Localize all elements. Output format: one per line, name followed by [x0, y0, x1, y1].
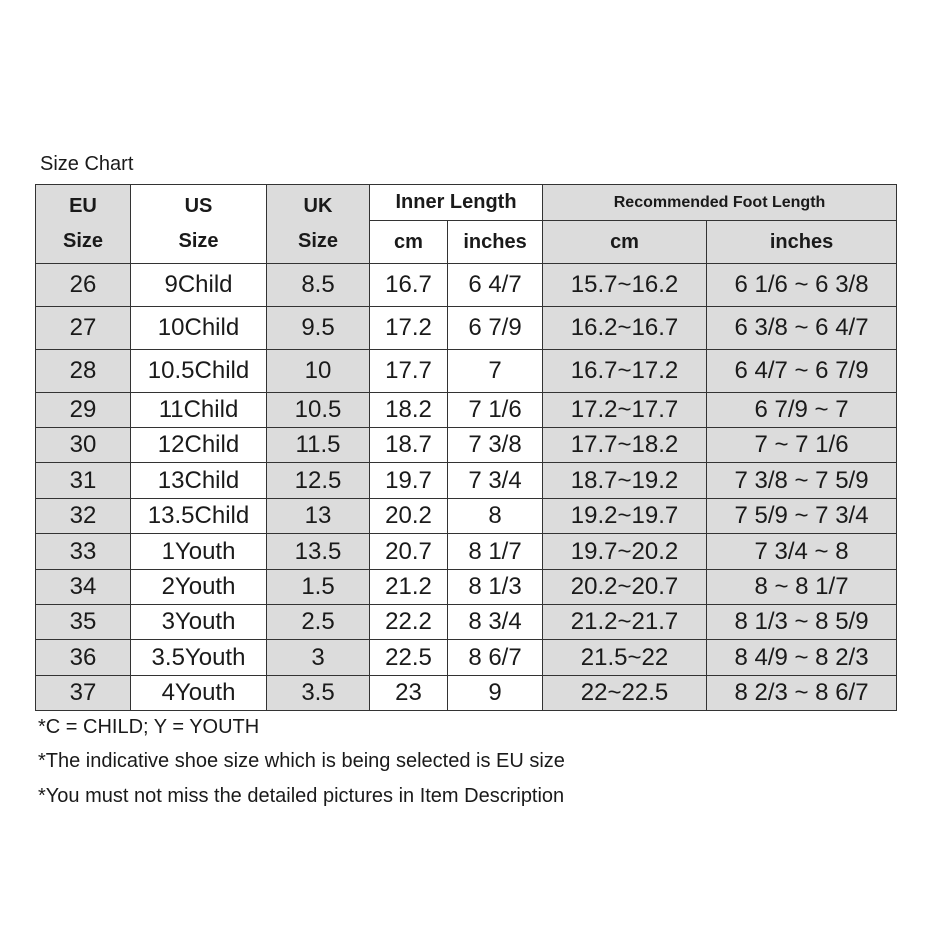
cell-us: 12Child — [131, 428, 267, 463]
header-rec-cm: cm — [543, 221, 707, 264]
table-row — [36, 307, 897, 350]
cell-eu: 37 — [36, 676, 131, 711]
cell-inner-cm: 17.2 — [370, 307, 448, 350]
cell-eu: 36 — [36, 640, 131, 676]
cell-rec-inches: 7 5/9 ~ 7 3/4 — [707, 499, 897, 534]
cell-rec-cm: 21.5~22 — [543, 640, 707, 676]
cell-inner-cm: 21.2 — [370, 570, 448, 605]
cell-inner-inches: 8 — [448, 499, 543, 534]
cell-rec-cm: 16.2~16.7 — [543, 307, 707, 350]
header-uk: UK Size — [267, 185, 370, 264]
cell-rec-inches: 6 3/8 ~ 6 4/7 — [707, 307, 897, 350]
cell-us: 13Child — [131, 463, 267, 499]
cell-rec-cm: 22~22.5 — [543, 676, 707, 711]
cell-uk: 13.5 — [267, 534, 370, 570]
cell-rec-cm: 20.2~20.7 — [543, 570, 707, 605]
cell-rec-cm: 17.2~17.7 — [543, 393, 707, 428]
cell-us: 10.5Child — [131, 350, 267, 393]
table-row — [36, 676, 897, 711]
cell-inner-cm: 18.2 — [370, 393, 448, 428]
cell-rec-inches: 7 ~ 7 1/6 — [707, 428, 897, 463]
cell-inner-inches: 7 1/6 — [448, 393, 543, 428]
cell-inner-inches: 6 7/9 — [448, 307, 543, 350]
cell-eu: 30 — [36, 428, 131, 463]
note-legend: *C = CHILD; Y = YOUTH — [38, 716, 260, 738]
table-row — [36, 499, 897, 534]
cell-inner-inches: 9 — [448, 676, 543, 711]
cell-rec-inches: 6 4/7 ~ 6 7/9 — [707, 350, 897, 393]
table-row — [36, 534, 897, 570]
cell-eu: 32 — [36, 499, 131, 534]
cell-eu: 33 — [36, 534, 131, 570]
header-recommended: Recommended Foot Length — [543, 185, 897, 221]
cell-rec-cm: 19.7~20.2 — [543, 534, 707, 570]
cell-rec-cm: 15.7~16.2 — [543, 264, 707, 307]
cell-eu: 35 — [36, 605, 131, 640]
table-row — [36, 570, 897, 605]
header-rec-inches: inches — [707, 221, 897, 264]
cell-inner-cm: 23 — [370, 676, 448, 711]
header-us: US Size — [131, 185, 267, 264]
cell-us: 11Child — [131, 393, 267, 428]
note-eu-size: *The indicative shoe size which is being selected is EU size — [38, 750, 565, 772]
cell-rec-cm: 21.2~21.7 — [543, 605, 707, 640]
cell-eu: 29 — [36, 393, 131, 428]
cell-inner-inches: 8 1/7 — [448, 534, 543, 570]
cell-inner-inches: 7 — [448, 350, 543, 393]
cell-rec-cm: 16.7~17.2 — [543, 350, 707, 393]
cell-rec-inches: 7 3/4 ~ 8 — [707, 534, 897, 570]
cell-eu: 27 — [36, 307, 131, 350]
cell-rec-inches: 7 3/8 ~ 7 5/9 — [707, 463, 897, 499]
cell-us: 9Child — [131, 264, 267, 307]
cell-uk: 2.5 — [267, 605, 370, 640]
cell-rec-inches: 6 1/6 ~ 6 3/8 — [707, 264, 897, 307]
cell-rec-inches: 8 ~ 8 1/7 — [707, 570, 897, 605]
cell-eu: 26 — [36, 264, 131, 307]
table-row — [36, 463, 897, 499]
cell-rec-cm: 19.2~19.7 — [543, 499, 707, 534]
cell-uk: 12.5 — [267, 463, 370, 499]
size-chart-table — [35, 184, 897, 711]
cell-us: 10Child — [131, 307, 267, 350]
cell-inner-cm: 19.7 — [370, 463, 448, 499]
table-row — [36, 428, 897, 463]
cell-us: 4Youth — [131, 676, 267, 711]
cell-inner-cm: 20.7 — [370, 534, 448, 570]
cell-inner-inches: 7 3/8 — [448, 428, 543, 463]
cell-uk: 10.5 — [267, 393, 370, 428]
cell-inner-cm: 18.7 — [370, 428, 448, 463]
table-row — [36, 264, 897, 307]
cell-us: 1Youth — [131, 534, 267, 570]
cell-rec-inches: 8 4/9 ~ 8 2/3 — [707, 640, 897, 676]
header-inner-inches: inches — [448, 221, 543, 264]
cell-inner-inches: 6 4/7 — [448, 264, 543, 307]
cell-eu: 28 — [36, 350, 131, 393]
cell-rec-inches: 8 2/3 ~ 8 6/7 — [707, 676, 897, 711]
cell-inner-inches: 8 1/3 — [448, 570, 543, 605]
header-eu: EU Size — [36, 185, 131, 264]
cell-uk: 11.5 — [267, 428, 370, 463]
cell-uk: 8.5 — [267, 264, 370, 307]
header-inner-length: Inner Length — [370, 185, 543, 221]
cell-eu: 31 — [36, 463, 131, 499]
cell-inner-cm: 22.2 — [370, 605, 448, 640]
cell-inner-cm: 16.7 — [370, 264, 448, 307]
cell-uk: 3.5 — [267, 676, 370, 711]
cell-rec-inches: 6 7/9 ~ 7 — [707, 393, 897, 428]
cell-uk: 10 — [267, 350, 370, 393]
cell-uk: 3 — [267, 640, 370, 676]
cell-uk: 13 — [267, 499, 370, 534]
cell-us: 3.5Youth — [131, 640, 267, 676]
cell-us: 3Youth — [131, 605, 267, 640]
cell-uk: 1.5 — [267, 570, 370, 605]
table-row — [36, 640, 897, 676]
cell-inner-cm: 22.5 — [370, 640, 448, 676]
note-pictures: *You must not miss the detailed pictures in Item Description — [38, 785, 565, 807]
table-row — [36, 350, 897, 393]
cell-inner-inches: 8 6/7 — [448, 640, 543, 676]
cell-inner-cm: 20.2 — [370, 499, 448, 534]
cell-eu: 34 — [36, 570, 131, 605]
cell-us: 2Youth — [131, 570, 267, 605]
table-row — [36, 393, 897, 428]
cell-rec-inches: 8 1/3 ~ 8 5/9 — [707, 605, 897, 640]
cell-us: 13.5Child — [131, 499, 267, 534]
cell-rec-cm: 18.7~19.2 — [543, 463, 707, 499]
cell-rec-cm: 17.7~18.2 — [543, 428, 707, 463]
cell-inner-inches: 8 3/4 — [448, 605, 543, 640]
cell-uk: 9.5 — [267, 307, 370, 350]
cell-inner-inches: 7 3/4 — [448, 463, 543, 499]
cell-inner-cm: 17.7 — [370, 350, 448, 393]
table-row — [36, 605, 897, 640]
header-inner-cm: cm — [370, 221, 448, 264]
chart-title: Size Chart — [40, 153, 134, 175]
